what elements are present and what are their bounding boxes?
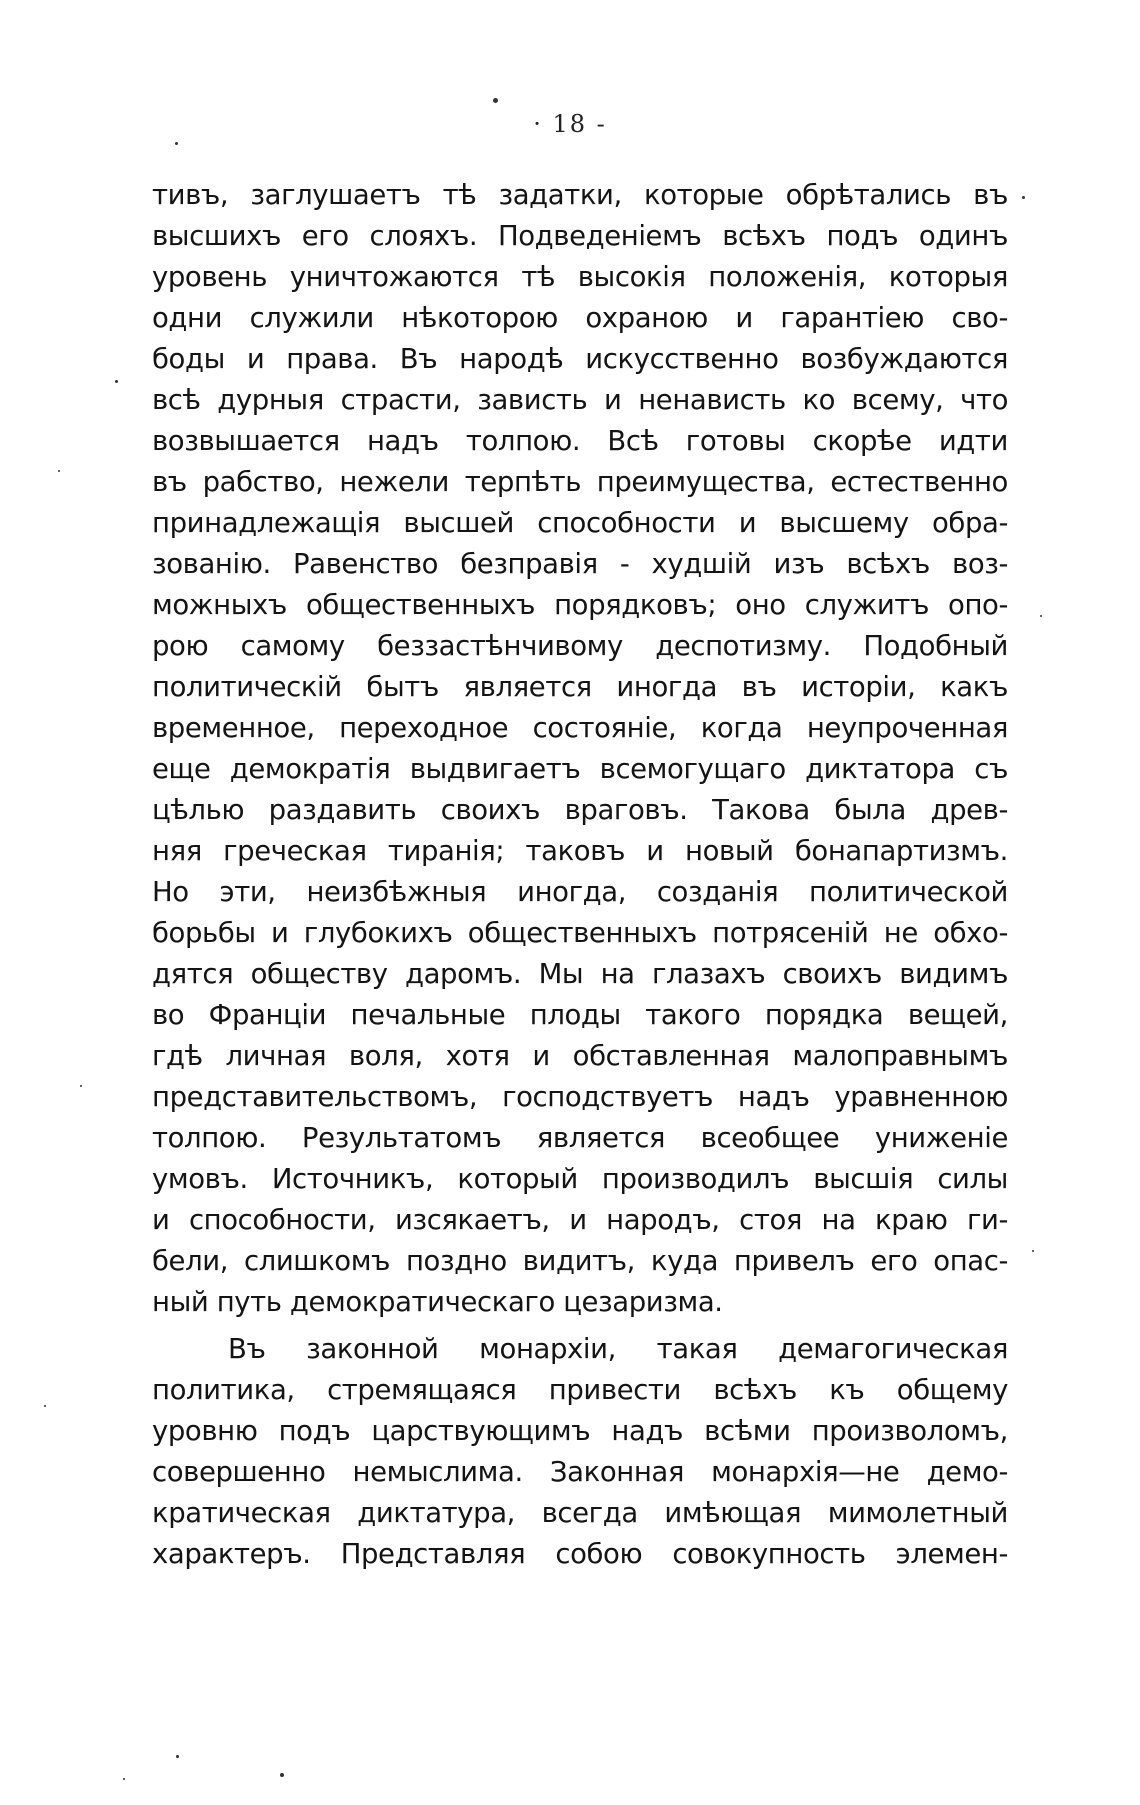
- scan-speck: [1040, 615, 1042, 617]
- text-line: тивъ, заглушаетъ тѣ задатки, которые обрѣтались въ: [152, 179, 1008, 211]
- scan-speck: [280, 1773, 284, 1777]
- text-line: Но эти, неизбѣжныя иногда, созданія политической: [152, 876, 1008, 908]
- text-line: еще демократія выдвигаетъ всемогущаго диктатора съ: [152, 753, 1008, 785]
- body-text: [152, 175, 1008, 1575]
- text-line: кратическая диктатура, всегда имѣющая мимолетный: [152, 1497, 1008, 1529]
- text-line: политика, стремящаяся привести всѣхъ къ общему: [152, 1374, 1008, 1406]
- text-line: бели, слишкомъ поздно видитъ, куда привелъ его опас-: [152, 1245, 1008, 1277]
- text-line: принадлежащія высшей способности и высшему обра-: [152, 507, 1008, 539]
- text-line: во Франціи печальные плоды такого порядка вещей,: [152, 999, 1008, 1031]
- text-line: борьбы и глубокихъ общественныхъ потрясеній не обхо-: [152, 917, 1008, 949]
- text-line: можныхъ общественныхъ порядковъ; оно служитъ опо-: [152, 589, 1008, 621]
- scan-speck: [123, 1778, 125, 1780]
- text-line: въ рабство, нежели терпѣть преимущества, естественно: [152, 466, 1008, 498]
- text-line: совершенно немыслима. Законная монархія—не демо-: [152, 1456, 1008, 1488]
- text-line: цѣлью раздавить своихъ враговъ. Такова была древ-: [152, 794, 1008, 826]
- scan-speck: [1032, 1250, 1034, 1252]
- scan-speck: [115, 380, 118, 383]
- text-line: няя греческая тиранія; таковъ и новый бонапартизмъ.: [152, 835, 1008, 867]
- text-line: представительствомъ, господствуетъ надъ уравненною: [152, 1081, 1008, 1113]
- paragraph-2: [152, 1329, 1008, 1575]
- text-line: зованію. Равенство безправія - худшій изъ всѣхъ воз-: [152, 548, 1008, 580]
- scan-speck: [44, 1405, 46, 1407]
- text-line: всѣ дурныя страсти, зависть и ненависть ко всему, что: [152, 384, 1008, 416]
- text-line: ный путь демократическаго цезаризма.: [152, 1286, 723, 1318]
- scan-speck: [58, 470, 60, 472]
- paragraph-1: [152, 175, 1008, 1323]
- text-line: возвышается надъ толпою. Всѣ готовы скорѣе идти: [152, 425, 1008, 457]
- text-line: умовъ. Источникъ, который производилъ высшія силы: [152, 1163, 1008, 1195]
- scan-speck: [1022, 196, 1025, 199]
- scan-speck: [493, 98, 498, 103]
- text-line: одни служили нѣкоторою охраною и гарантіею сво-: [152, 302, 1008, 334]
- text-line: политическій бытъ является иногда въ исторіи, какъ: [152, 671, 1008, 703]
- scan-speck: [80, 1085, 82, 1087]
- text-line: гдѣ личная воля, хотя и обставленная малоправнымъ: [152, 1040, 1008, 1072]
- text-line: и способности, изсякаетъ, и народъ, стоя на краю ги-: [152, 1204, 1008, 1236]
- text-line: рою самому беззастѣнчивому деспотизму. Подобный: [152, 630, 1008, 662]
- text-line: высшихъ его слояхъ. Подведеніемъ всѣхъ подъ одинъ: [152, 220, 1008, 252]
- text-line: дятся обществу даромъ. Мы на глазахъ своихъ видимъ: [152, 958, 1008, 990]
- text-line: толпою. Результатомъ является всеобщее униженіе: [152, 1122, 1008, 1154]
- text-line: уровень уничтожаются тѣ высокія положенія, которыя: [152, 261, 1008, 293]
- text-line: уровню подъ царствующимъ надъ всѣми произволомъ,: [152, 1415, 1008, 1447]
- text-line: Въ законной монархіи, такая демагогическая: [228, 1333, 1008, 1365]
- page-number: · 18 -: [533, 110, 607, 138]
- text-line: боды и права. Въ народѣ искусственно возбуждаются: [152, 343, 1008, 375]
- text-line: временное, переходное состояніе, когда неупроченная: [152, 712, 1008, 744]
- scan-speck: [176, 1755, 179, 1758]
- text-line: характеръ. Представляя собою совокупность элемен-: [152, 1538, 1008, 1570]
- scan-speck: [175, 142, 178, 145]
